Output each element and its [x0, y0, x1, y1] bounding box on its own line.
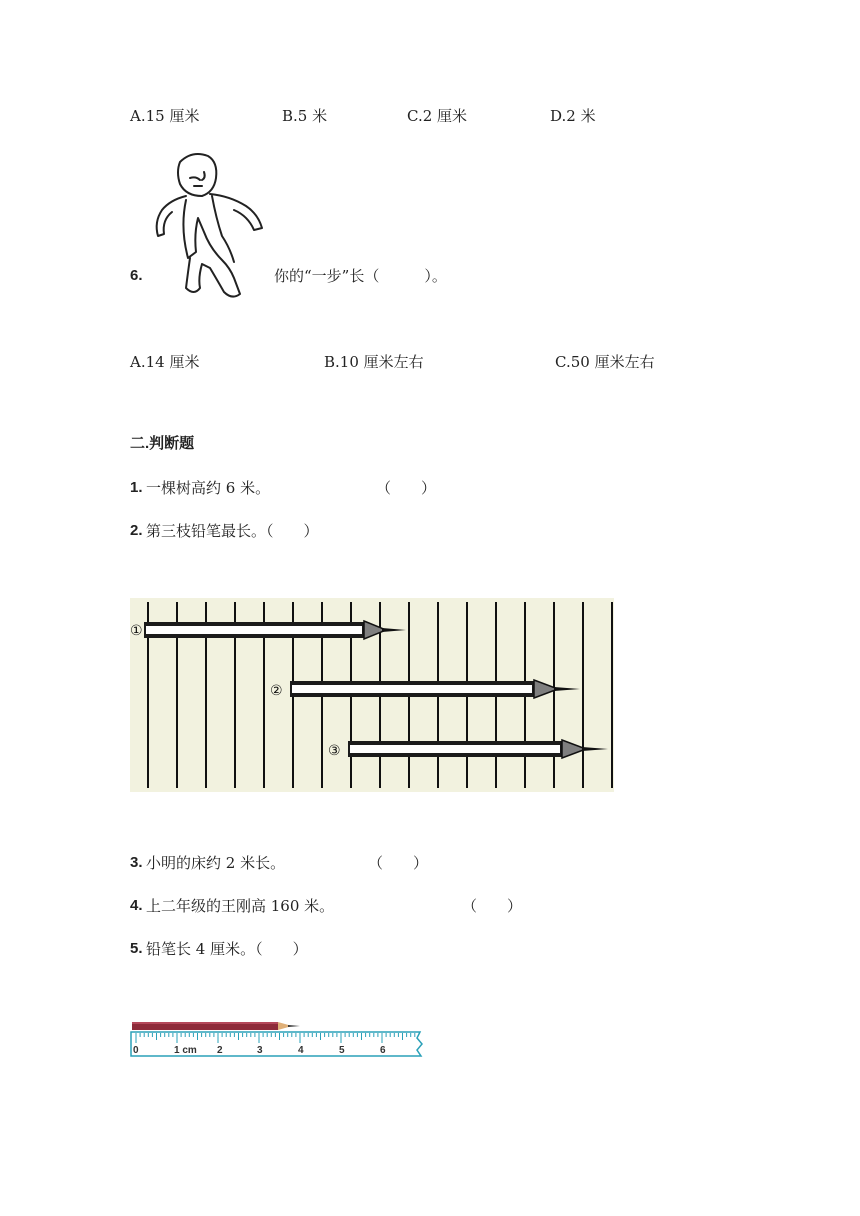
ruler-label-0: 0 — [133, 1045, 139, 1056]
pencils-grid-illustration — [130, 598, 614, 792]
tf-q5-number: 5. — [130, 940, 143, 957]
pencil-1 — [144, 621, 406, 639]
ruler-label-6: 6 — [380, 1045, 386, 1056]
tf-q2-text: 第三枝铅笔最长。（ ） — [146, 522, 319, 540]
q5-option-c: C.2 厘米 — [407, 107, 468, 125]
ruler-label-5: 5 — [339, 1045, 345, 1056]
tf-q4-text: 上二年级的王刚高 160 米。 — [146, 897, 335, 915]
q6-option-b: B.10 厘米左右 — [324, 353, 424, 371]
ruler-label-3: 3 — [257, 1045, 263, 1056]
pencil-2 — [290, 680, 580, 698]
section-title: 二.判断题 — [130, 435, 195, 452]
tf-q1-answer-paren: （ ） — [376, 479, 437, 497]
q5-option-d: D.2 米 — [550, 107, 596, 125]
tf-q3-answer-paren: （ ） — [368, 854, 429, 872]
ruler-label-1: 1 cm — [174, 1045, 197, 1056]
ruler-label-2: 2 — [217, 1045, 223, 1056]
tf-q4-number: 4. — [130, 897, 143, 914]
ruler-label-4: 4 — [298, 1045, 304, 1056]
tf-q4-answer-paren: （ ） — [462, 897, 523, 915]
tf-q1-number: 1. — [130, 479, 143, 496]
tf-q3-text: 小明的床约 2 米长。 — [146, 854, 286, 872]
q6-number: 6. — [130, 267, 143, 284]
tf-q3-number: 3. — [130, 854, 143, 871]
tf-q2-number: 2. — [130, 522, 143, 539]
walking-person-illustration — [150, 148, 270, 306]
q6-option-a: A.14 厘米 — [130, 353, 200, 371]
pencil-label-2: ② — [270, 683, 283, 699]
pencil-label-3: ③ — [328, 743, 341, 759]
q5-option-a: A.15 厘米 — [130, 107, 200, 125]
q5-option-b: B.5 米 — [282, 107, 328, 125]
q6-option-c: C.50 厘米左右 — [555, 353, 655, 371]
pencil-label-1: ① — [130, 623, 143, 639]
q6-text: 你的“一步”长（ ）。 — [274, 267, 447, 285]
tf-q1-text: 一棵树高约 6 米。 — [146, 479, 271, 497]
ruler-pencil-illustration — [130, 1018, 430, 1062]
tf-q5-text: 铅笔长 4 厘米。（ ） — [146, 940, 308, 958]
pencil-3 — [348, 740, 608, 758]
